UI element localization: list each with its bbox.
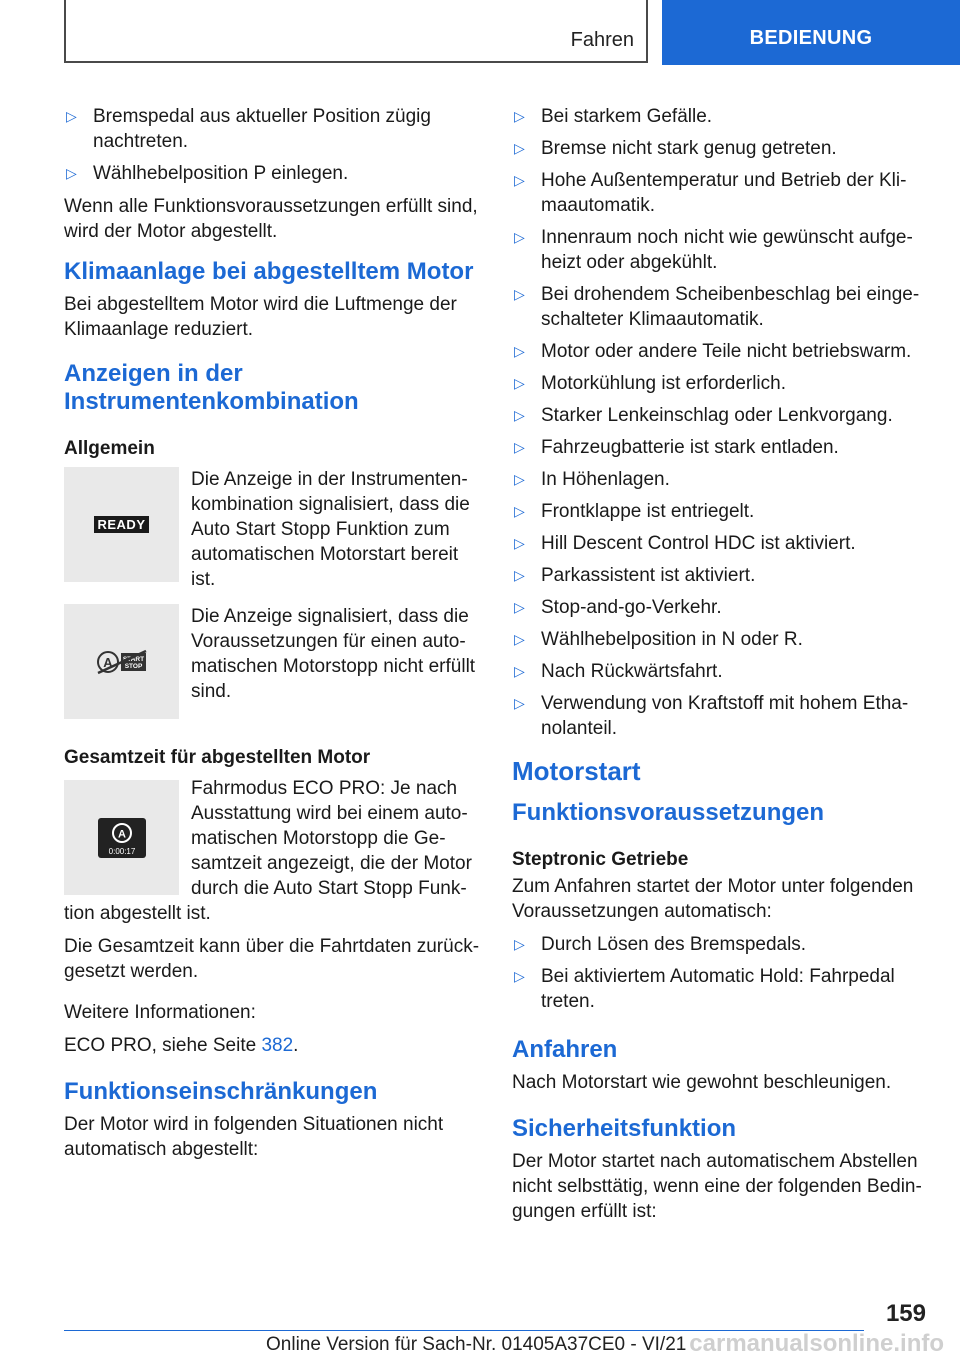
header-section-tab[interactable]: BEDIENUNG [662, 0, 960, 65]
list-item: ▷ Bremse nicht stark genug getreten. [514, 138, 837, 159]
triangle-bullet-icon: ▷ [66, 108, 77, 124]
svg-text:A: A [102, 654, 113, 670]
list-item: ▷ Fahrzeugbatterie ist stark entladen. [514, 437, 839, 458]
auto-start-stop-timer-icon [98, 818, 146, 858]
heading-funktionsvoraussetzungen: Funktionsvoraussetzungen [512, 799, 825, 826]
triangle-bullet-icon: ▷ [514, 503, 525, 519]
list-item: ▷ Hill Descent Control HDC ist aktiviert. [514, 533, 856, 554]
figure-row-startstop [64, 604, 480, 719]
triangle-bullet-icon: ▷ [514, 631, 525, 647]
left-column [64, 104, 480, 1170]
heading-steptronic: Steptronic Getriebe [512, 849, 689, 870]
header-chapter-box [64, 0, 648, 63]
bullet-list-top [64, 104, 480, 186]
ready-icon: READY [94, 516, 148, 533]
heading-klimaanlage: Klimaanlage bei abgestelltem Motor [64, 258, 474, 285]
ready-indicator-image [64, 467, 179, 582]
triangle-bullet-icon: ▷ [514, 599, 525, 615]
triangle-bullet-icon: ▷ [514, 343, 525, 359]
paragraph: Zum Anfahren startet der Motor unter folgenden Voraussetzungen automatisch: [512, 876, 914, 922]
list-item: ▷ Nach Rückwärtsfahrt. [514, 661, 723, 682]
eco-pro-timer-image [64, 780, 179, 895]
list-item: ▷ Parkassistent ist aktiviert. [514, 565, 756, 586]
triangle-bullet-icon: ▷ [514, 286, 525, 302]
heading-anzeigen: Anzeigen in der Instrumentenkombination [64, 360, 359, 415]
svg-text:STOP: STOP [124, 662, 142, 670]
paragraph: Nach Motorstart wie gewohnt beschleunigen. [512, 1072, 892, 1093]
page-number: 159 [885, 1300, 926, 1327]
paragraph: Die Gesamtzeit kann über die Fahrtdaten zurückgesetzt werden. [64, 936, 480, 982]
triangle-bullet-icon: ▷ [514, 439, 525, 455]
triangle-bullet-icon: ▷ [514, 375, 525, 391]
svg-text:0:00:17: 0:00:17 [108, 846, 135, 856]
list-item: ▷ Verwendung von Kraftstoff mit hohem Ethanolanteil. [514, 693, 909, 739]
list-item: ▷ Bei drohendem Scheibenbeschlag bei eingeschalteter Klimaautomatik. [514, 284, 920, 330]
list-item: ▷ Bei aktiviertem Automatic Hold: Fahrpedal treten. [514, 966, 895, 1012]
heading-motorstart: Motorstart [512, 756, 641, 786]
heading-anfahren: Anfahren [512, 1036, 618, 1063]
list-item: ▷ Hohe Außentemperatur und Betrieb der Klimaautomatik. [514, 170, 907, 216]
list-item: ▷ In Höhenlagen. [514, 469, 670, 490]
triangle-bullet-icon: ▷ [514, 140, 525, 156]
list-item: ▷ Motor oder andere Teile nicht betriebswarm. [514, 341, 912, 362]
footer-online-version: Online Version für Sach-Nr. 01405A37CE0 - VI/21 [266, 1334, 687, 1355]
list-item: ▷ Bei starkem Gefälle. [514, 106, 713, 127]
paragraph: Der Motor startet nach automatischem Abstellen nicht selbsttätig, wenn eine der folgenden Bedingungen erfüllt ist: [512, 1151, 922, 1222]
bullet-list-start [512, 932, 926, 1014]
figure-row-ready [64, 467, 480, 592]
paragraph: Fahrmodus ECO PRO: Je nach Ausstattung wird bei einem automatischen Motorstopp die Gesamtzeit angezeigt, die der Motor durch die Auto Start Stopp Funktion abgestellt ist. [64, 778, 472, 924]
auto-start-stop-crossed-icon [96, 649, 148, 675]
triangle-bullet-icon: ▷ [514, 567, 525, 583]
startstop-indicator-image [64, 604, 179, 719]
triangle-bullet-icon: ▷ [514, 695, 525, 711]
triangle-bullet-icon: ▷ [514, 407, 525, 423]
triangle-bullet-icon: ▷ [514, 471, 525, 487]
triangle-bullet-icon: ▷ [66, 165, 77, 181]
heading-gesamtzeit: Gesamtzeit für abgestellten Motor [64, 747, 371, 768]
triangle-bullet-icon: ▷ [514, 108, 525, 124]
triangle-bullet-icon: ▷ [514, 936, 525, 952]
triangle-bullet-icon: ▷ [514, 535, 525, 551]
paragraph: Wenn alle Funktionsvoraussetzungen erfüllt sind, wird der Motor abgestellt. [64, 196, 478, 242]
list-item: ▷ Motorkühlung ist erforderlich. [514, 373, 786, 394]
list-item: ▷ Durch Lösen des Bremspedals. [514, 934, 807, 955]
heading-sicherheitsfunktion: Sicherheitsfunktion [512, 1115, 737, 1142]
page-link-382[interactable]: 382 [261, 1035, 294, 1056]
watermark: carmanualsonline.info [689, 1330, 944, 1357]
heading-allgemein: Allgemein [64, 438, 155, 459]
svg-text:A: A [117, 828, 126, 840]
paragraph: ECO PRO, siehe Seite 382. [64, 1035, 299, 1056]
triangle-bullet-icon: ▷ [514, 172, 525, 188]
header-chapter: Fahren [570, 29, 634, 51]
triangle-bullet-icon: ▷ [514, 663, 525, 679]
list-item: ▷ Frontklappe ist entriegelt. [514, 501, 755, 522]
list-item: ▷ Bremspedal aus aktueller Position zügig nachtreten. [66, 106, 431, 152]
list-item: ▷ Starker Lenkeinschlag oder Lenkvorgang. [514, 405, 893, 426]
heading-funktionseinschraenkungen: Funktionseinschränkungen [64, 1078, 378, 1105]
paragraph: Bei abgestelltem Motor wird die Luftmenge der Klimaanlage reduziert. [64, 294, 457, 340]
figure-caption: Die Anzeige in der Instrumentenkombination signalisiert, dass die Auto Start Stopp Funktion zum automatischen Motorstart bereit ist. [191, 469, 470, 590]
list-item: ▷ Wählhebelposition in N oder R. [514, 629, 803, 650]
triangle-bullet-icon: ▷ [514, 229, 525, 245]
triangle-bullet-icon: ▷ [514, 968, 525, 984]
list-item: ▷ Stop-and-go-Verkehr. [514, 597, 722, 618]
right-column [512, 104, 926, 1232]
paragraph: Der Motor wird in folgenden Situationen nicht automatisch abgestellt: [64, 1114, 444, 1160]
svg-text:START: START [122, 655, 144, 663]
paragraph: Weitere Informationen: [64, 1002, 256, 1023]
bullet-list-conditions [512, 104, 926, 741]
list-item: ▷ Innenraum noch nicht wie gewünscht aufgeheizt oder abgekühlt. [514, 227, 913, 273]
list-item: ▷ Wählhebelposition P einlegen. [66, 163, 349, 184]
figure-caption: Die Anzeige signalisiert, dass die Voraussetzungen für einen automatischen Motorstopp nicht erfüllt sind. [191, 606, 476, 702]
